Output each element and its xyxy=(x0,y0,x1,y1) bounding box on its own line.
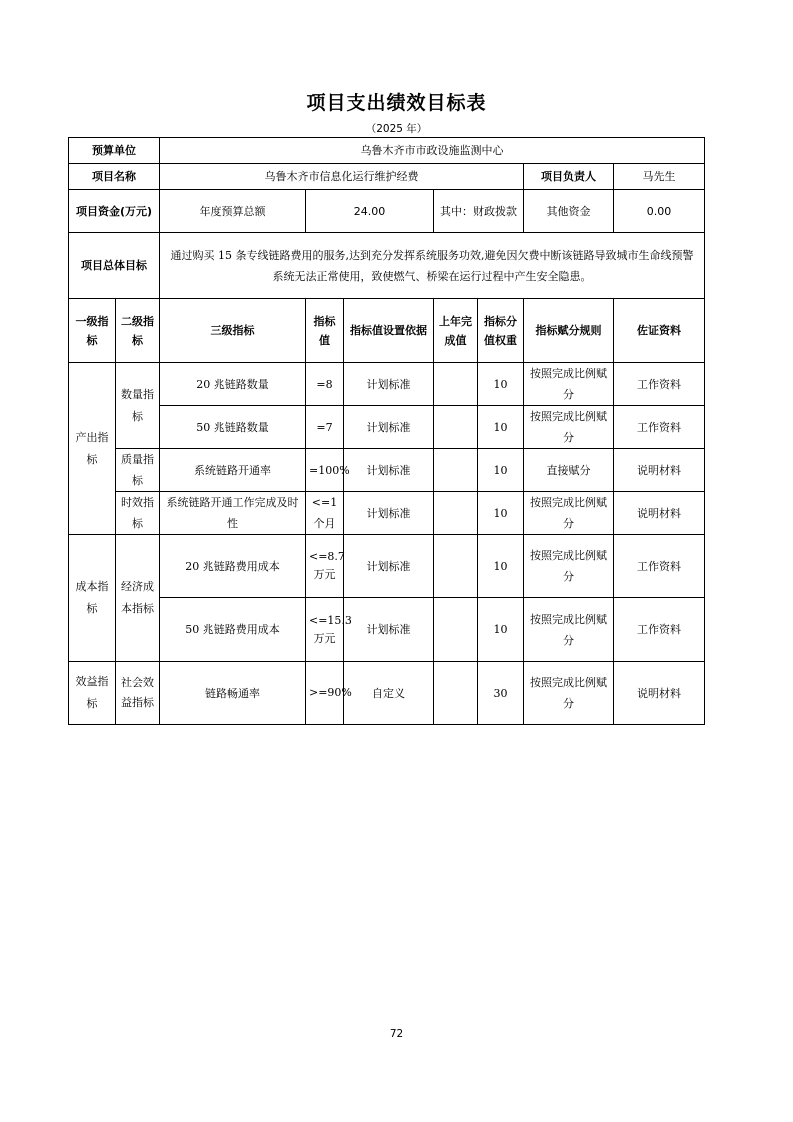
table-row xyxy=(69,233,705,299)
header-basis: 指标值设置依据 xyxy=(344,299,434,363)
indicator: 系统链路开通工作完成及时性 xyxy=(160,492,306,535)
last-year-value xyxy=(434,492,478,535)
indicator: 50 兆链路费用成本 xyxy=(160,598,306,662)
indicator-value: =100% xyxy=(306,449,344,492)
evidence: 工作资料 xyxy=(614,535,705,598)
rule: 直接赋分 xyxy=(524,449,614,492)
weight: 10 xyxy=(478,598,524,662)
table-row xyxy=(69,598,705,662)
evidence: 工作资料 xyxy=(614,363,705,406)
page-number: 72 xyxy=(389,1028,404,1040)
header-level1: 一级指标 xyxy=(69,299,116,363)
other-label: 其他资金 xyxy=(524,190,614,233)
table-row xyxy=(69,363,705,406)
weight: 30 xyxy=(478,662,524,725)
subgroup-quantity: 数量指标 xyxy=(116,363,160,449)
basis: 计划标准 xyxy=(344,449,434,492)
subgroup-quality: 质量指标 xyxy=(116,449,160,492)
unit-label: 预算单位 xyxy=(69,138,160,164)
table-row xyxy=(69,449,705,492)
basis: 计划标准 xyxy=(344,492,434,535)
table-row xyxy=(69,406,705,449)
header-evidence: 佐证资料 xyxy=(614,299,705,363)
project-name-value: 乌鲁木齐市信息化运行维护经费 xyxy=(160,164,524,190)
last-year-value xyxy=(434,535,478,598)
table-row xyxy=(69,138,705,164)
subgroup-economic: 经济成本指标 xyxy=(116,535,160,662)
table-row xyxy=(69,164,705,190)
table-row xyxy=(69,662,705,725)
goal-label: 项目总体目标 xyxy=(69,233,160,299)
rule: 按照完成比例赋分 xyxy=(524,662,614,725)
evidence: 说明材料 xyxy=(614,449,705,492)
indicator: 50 兆链路数量 xyxy=(160,406,306,449)
basis: 计划标准 xyxy=(344,363,434,406)
last-year-value xyxy=(434,598,478,662)
basis: 计划标准 xyxy=(344,406,434,449)
indicator-value: <=8.7万元 xyxy=(306,535,344,598)
indicator: 20 兆链路费用成本 xyxy=(160,535,306,598)
group-benefit: 效益指标 xyxy=(69,662,116,725)
basis: 计划标准 xyxy=(344,598,434,662)
funds-label: 项目资金(万元) xyxy=(69,190,160,233)
leader-value: 马先生 xyxy=(614,164,705,190)
indicator-value: >=90% xyxy=(306,662,344,725)
rule: 按照完成比例赋分 xyxy=(524,535,614,598)
unit-value: 乌鲁木齐市市政设施监测中心 xyxy=(160,138,705,164)
header-level3: 三级指标 xyxy=(160,299,306,363)
indicator: 20 兆链路数量 xyxy=(160,363,306,406)
header-row xyxy=(69,299,705,363)
indicator: 系统链路开通率 xyxy=(160,449,306,492)
indicator-value: <=15.3万元 xyxy=(306,598,344,662)
header-weight: 指标分值权重 xyxy=(478,299,524,363)
group-output: 产出指标 xyxy=(69,363,116,535)
header-last-year: 上年完成值 xyxy=(434,299,478,363)
performance-table xyxy=(68,137,705,725)
last-year-value xyxy=(434,363,478,406)
indicator: 链路畅通率 xyxy=(160,662,306,725)
subgroup-social: 社会效益指标 xyxy=(116,662,160,725)
header-rule: 指标赋分规则 xyxy=(524,299,614,363)
table-row xyxy=(69,190,705,233)
indicator-value: =7 xyxy=(306,406,344,449)
group-cost: 成本指标 xyxy=(69,535,116,662)
weight: 10 xyxy=(478,363,524,406)
last-year-value xyxy=(434,449,478,492)
table-row xyxy=(69,492,705,535)
weight: 10 xyxy=(478,535,524,598)
goal-text: 通过购买 15 条专线链路费用的服务,达到充分发挥系统服务功效,避免因欠费中断该链路导致城市生命线预警系统无法正常使用，致使燃气、桥梁在运行过程中产生安全隐患。 xyxy=(160,233,705,299)
rule: 按照完成比例赋分 xyxy=(524,406,614,449)
leader-label: 项目负责人 xyxy=(524,164,614,190)
basis: 自定义 xyxy=(344,662,434,725)
header-level2: 二级指标 xyxy=(116,299,160,363)
weight: 10 xyxy=(478,492,524,535)
evidence: 工作资料 xyxy=(614,598,705,662)
indicator-value: <=1个月 xyxy=(306,492,344,535)
year-label: （2025 年） xyxy=(365,123,428,135)
basis: 计划标准 xyxy=(344,535,434,598)
weight: 10 xyxy=(478,406,524,449)
evidence: 说明材料 xyxy=(614,662,705,725)
page-title: 项目支出绩效目标表 xyxy=(306,92,487,114)
last-year-value xyxy=(434,662,478,725)
rule: 按照完成比例赋分 xyxy=(524,492,614,535)
annual-budget-label: 年度预算总额 xyxy=(160,190,306,233)
evidence: 工作资料 xyxy=(614,406,705,449)
rule: 按照完成比例赋分 xyxy=(524,598,614,662)
rule: 按照完成比例赋分 xyxy=(524,363,614,406)
fiscal-label: 其中：财政拨款 xyxy=(434,190,524,233)
annual-budget-value: 24.00 xyxy=(306,190,434,233)
indicator-value: =8 xyxy=(306,363,344,406)
subgroup-timeliness: 时效指标 xyxy=(116,492,160,535)
last-year-value xyxy=(434,406,478,449)
header-value: 指标值 xyxy=(306,299,344,363)
weight: 10 xyxy=(478,449,524,492)
project-name-label: 项目名称 xyxy=(69,164,160,190)
evidence: 说明材料 xyxy=(614,492,705,535)
other-value: 0.00 xyxy=(614,190,705,233)
table-row xyxy=(69,535,705,598)
